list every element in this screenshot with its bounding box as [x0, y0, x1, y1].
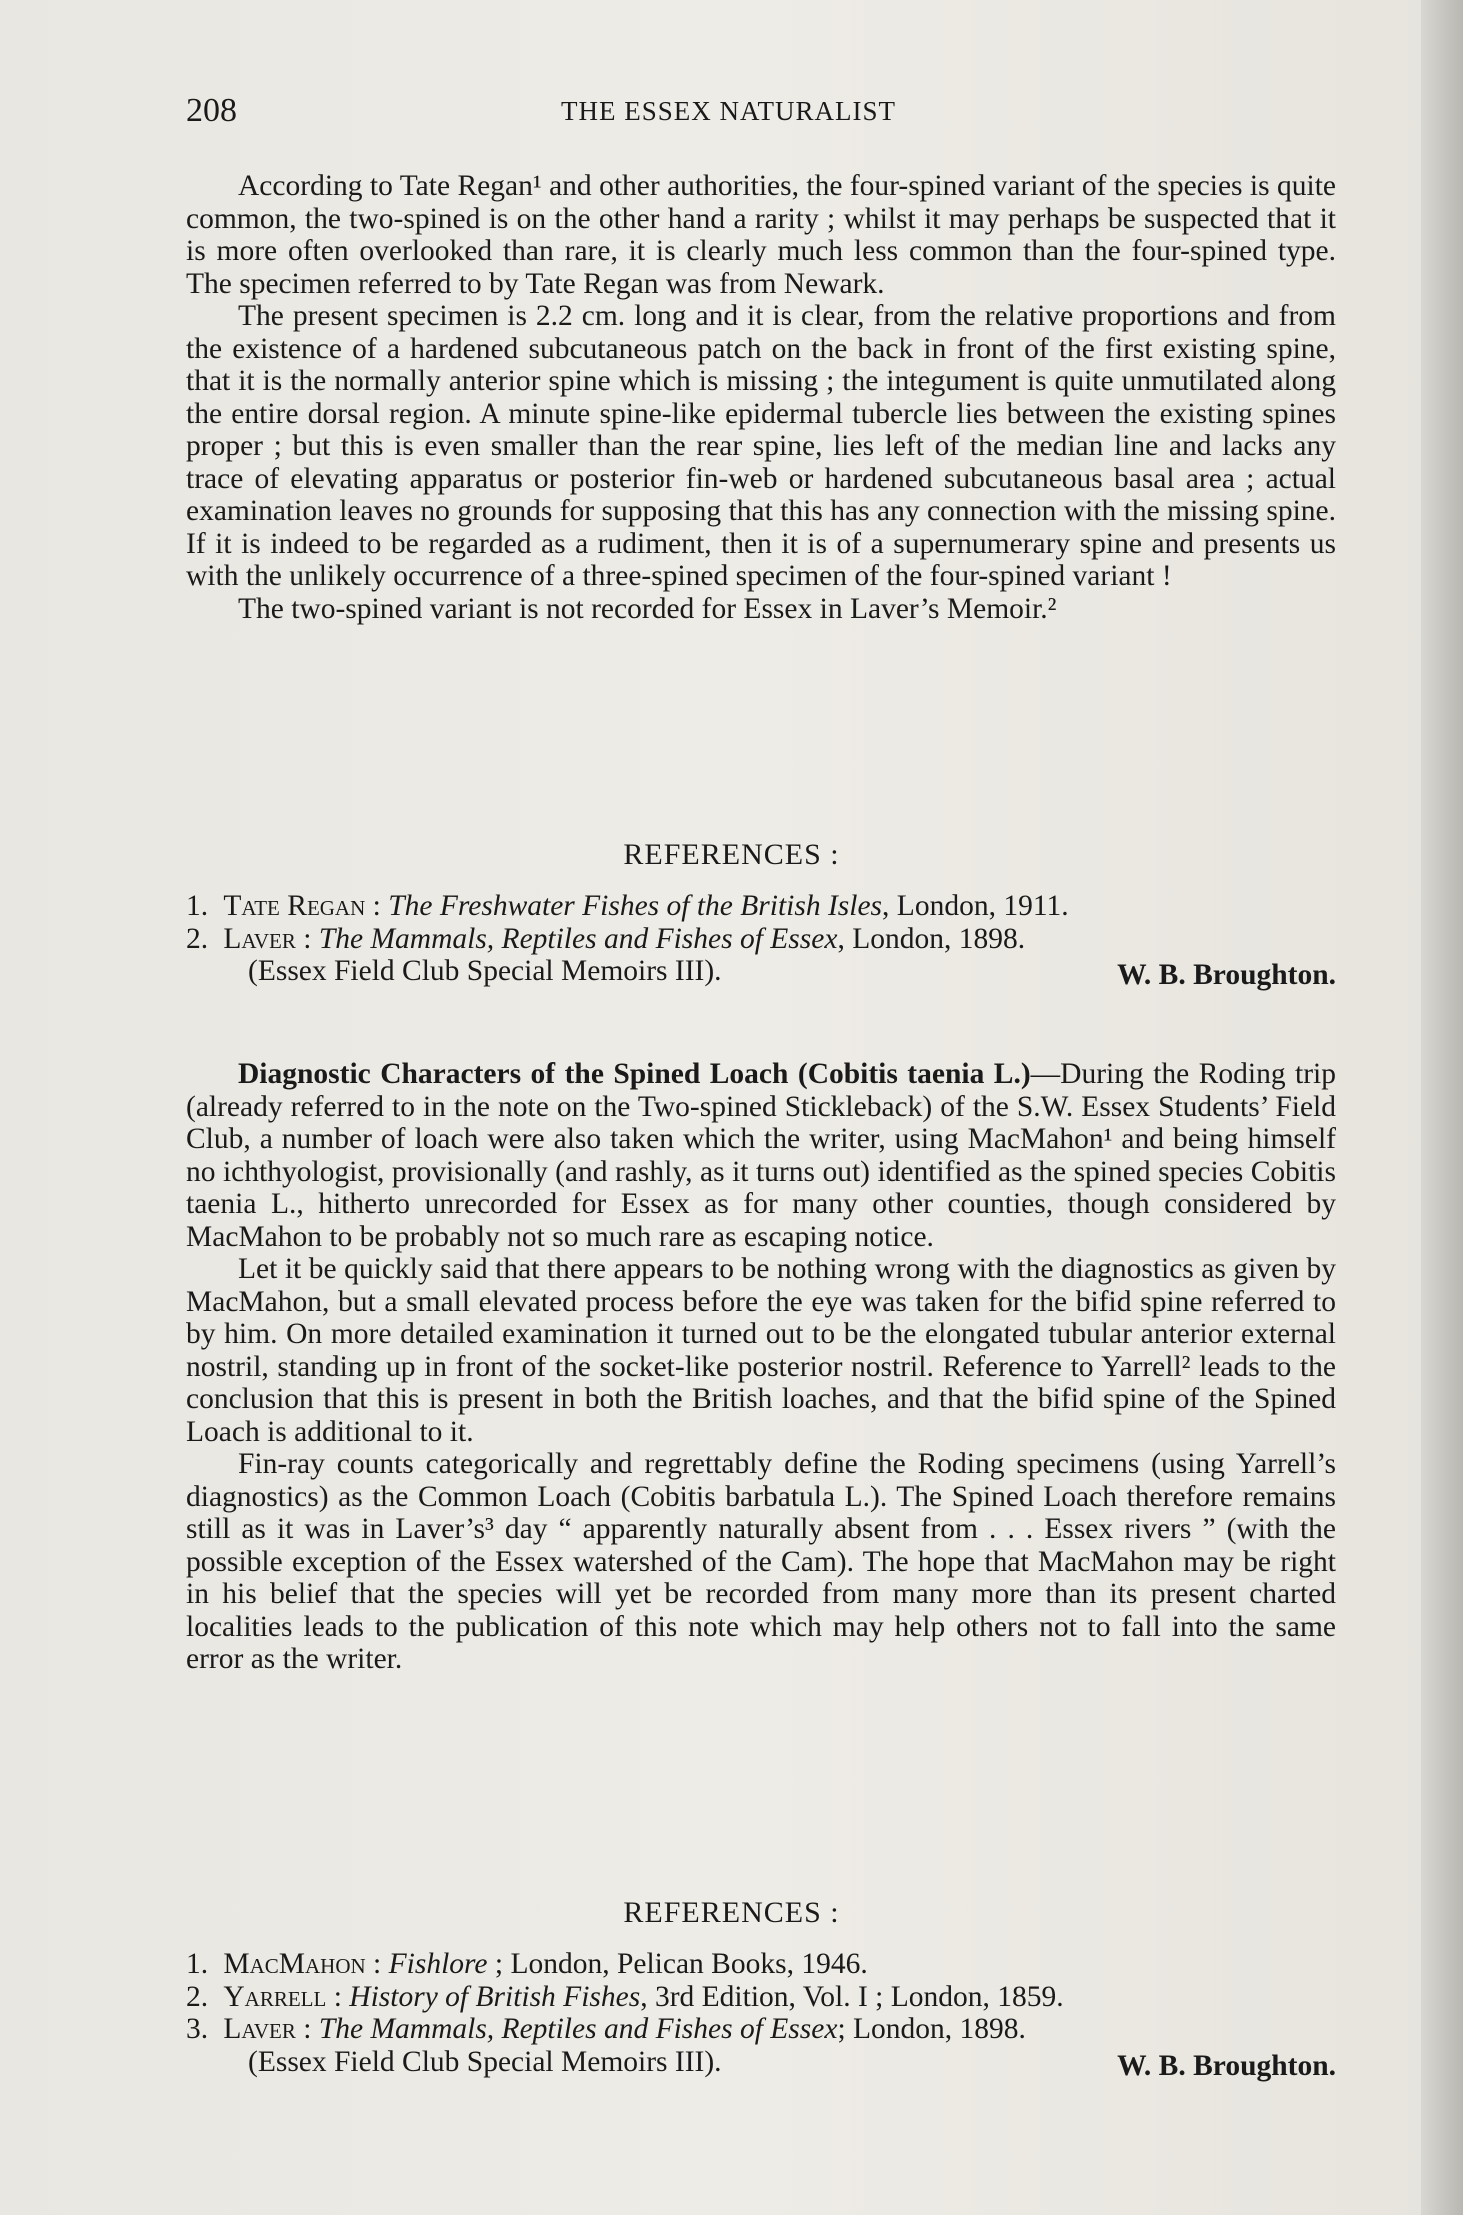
running-title: THE ESSEX NATURALIST — [561, 96, 896, 126]
article1-paragraph-3: The two-spined variant is not recorded for Essex in Laver’s Memoir.² — [238, 592, 1057, 625]
article1-paragraph-1: According to Tate Regan¹ and other authorities, the four-spined variant of the species is quite common, the two-spined is on the other hand a rarity ; whilst it may perhaps be suspected that it is more often overlooked than rare, it is clearly much less common than the four-spined type. The specimen referred to by Tate Regan was from Newark. — [186, 170, 1336, 300]
article2-reference-1: 1. MacMahon : Fishlore ; London, Pelican Books, 1946. — [186, 1948, 868, 1980]
article1-references — [186, 890, 1336, 992]
article2-paragraph-3: Fin-ray counts categorically and regrettably define the Roding specimens (using Yarrell’s diagnostics) as the Common Loach (Cobitis barbatula L.). The Spined Loach therefore remains still as it was in Laver’s³ day “ apparently naturally absent from . . . Essex rivers ” (with the possible exception of the Essex watershed of the Cam). The hope that MacMahon may be right in his belief that the species will yet be recorded from many more than its present charted localities leads to the publication of this note which may help others not to fall into the same error as the writer. — [186, 1448, 1336, 1675]
reference-title: The Mammals, Reptiles and Fishes of Essex — [318, 922, 838, 955]
article2-reference-continuation: (Essex Field Club Special Memoirs III). W. B. Broughton. — [248, 2045, 1336, 2082]
article2-references-heading: REFERENCES : — [623, 1896, 840, 1929]
article2-references — [186, 1948, 1336, 2082]
article2-reference-2: 2. Yarrell : History of British Fishes, 3rd Edition, Vol. I ; London, 1859. — [186, 1980, 1064, 2013]
reference-title: History of British Fishes — [349, 1980, 641, 2013]
page-header — [186, 92, 1336, 136]
reference-author: Laver — [223, 2013, 296, 2045]
article1-reference-continuation: (Essex Field Club Special Memoirs III). W. B. Broughton. — [248, 955, 1336, 991]
article2-paragraph-1: Diagnostic Characters of the Spined Loach (Cobitis taenia L.)—During the Roding trip (already referred to in the note on the Two-spined Stickleback) of the S.W. Essex Students’ Field Club, a number of loach were also taken which the writer, using MacMahon¹ and being himself no ichthyologist, provisionally (and rashly, as it turns out) identified as the spined species Cobitis taenia L., hitherto unrecorded for Essex as for many other counties, though considered by MacMahon to be probably not so much rare as escaping notice. — [186, 1058, 1336, 1253]
article2-signature: W. B. Broughton. — [1117, 2049, 1336, 2082]
article2-body — [186, 1058, 1336, 1676]
reference-author: Laver — [223, 922, 296, 955]
article2-lead: Diagnostic Characters of the Spined Loach (Cobitis taenia L.) — [238, 1058, 1031, 1090]
article1-paragraph-2: The present specimen is 2.2 cm. long and it is clear, from the relative proportions and from the existence of a hardened subcutaneous patch on the back in front of the first existing spine, that it is the normally anterior spine which is missing ; the integument is quite unmutilated along the entire dorsal region. A minute spine-like epidermal tubercle lies between the existing spines proper ; but this is even smaller than the rear spine, lies left of the median line and lacks any trace of elevating apparatus or posterior fin-web or hardened subcutaneous basal area ; actual examination leaves no grounds for supposing that this has any connection with the missing spine. If it is indeed to be regarded as a rudiment, then it is of a supernumerary spine and presents us with the unlikely occurrence of a three-spined specimen of the four-spined variant ! — [186, 300, 1336, 592]
reference-title: The Freshwater Fishes of the British Isles — [388, 890, 883, 922]
article1-reference-1: 1. Tate Regan : The Freshwater Fishes of the British Isles, London, 1911. — [186, 890, 1069, 922]
article2-paragraph-2: Let it be quickly said that there appears to be nothing wrong with the diagnostics as given by MacMahon, but a small elevated process before the eye was taken for the bifid spine referred to by him. On more detailed examination it turned out to be the elongated tubular anterior external nostril, standing up in front of the socket-like posterior nostril. Reference to Yarrell² leads to the conclusion that this is present in both the British loaches, and that the bifid spine of the Spined Loach is additional to it. — [186, 1253, 1336, 1448]
reference-title: Fishlore — [388, 1948, 488, 1980]
article1-body — [186, 170, 1336, 625]
article1-reference-2: 2. Laver : The Mammals, Reptiles and Fishes of Essex, London, 1898. — [186, 922, 1026, 955]
page-number: 208 — [186, 92, 237, 129]
reference-author: Yarrell — [223, 1980, 327, 2013]
reference-author: Tate Regan — [223, 890, 366, 922]
article2-reference-3: 3. Laver : The Mammals, Reptiles and Fishes of Essex; London, 1898. — [186, 2013, 1026, 2045]
reference-title: The Mammals, Reptiles and Fishes of Essex — [318, 2013, 838, 2045]
page-edge-shadow — [1421, 0, 1463, 2215]
article1-references-heading: REFERENCES : — [623, 838, 840, 871]
reference-author: MacMahon — [223, 1948, 366, 1980]
article1-signature: W. B. Broughton. — [1117, 959, 1336, 991]
